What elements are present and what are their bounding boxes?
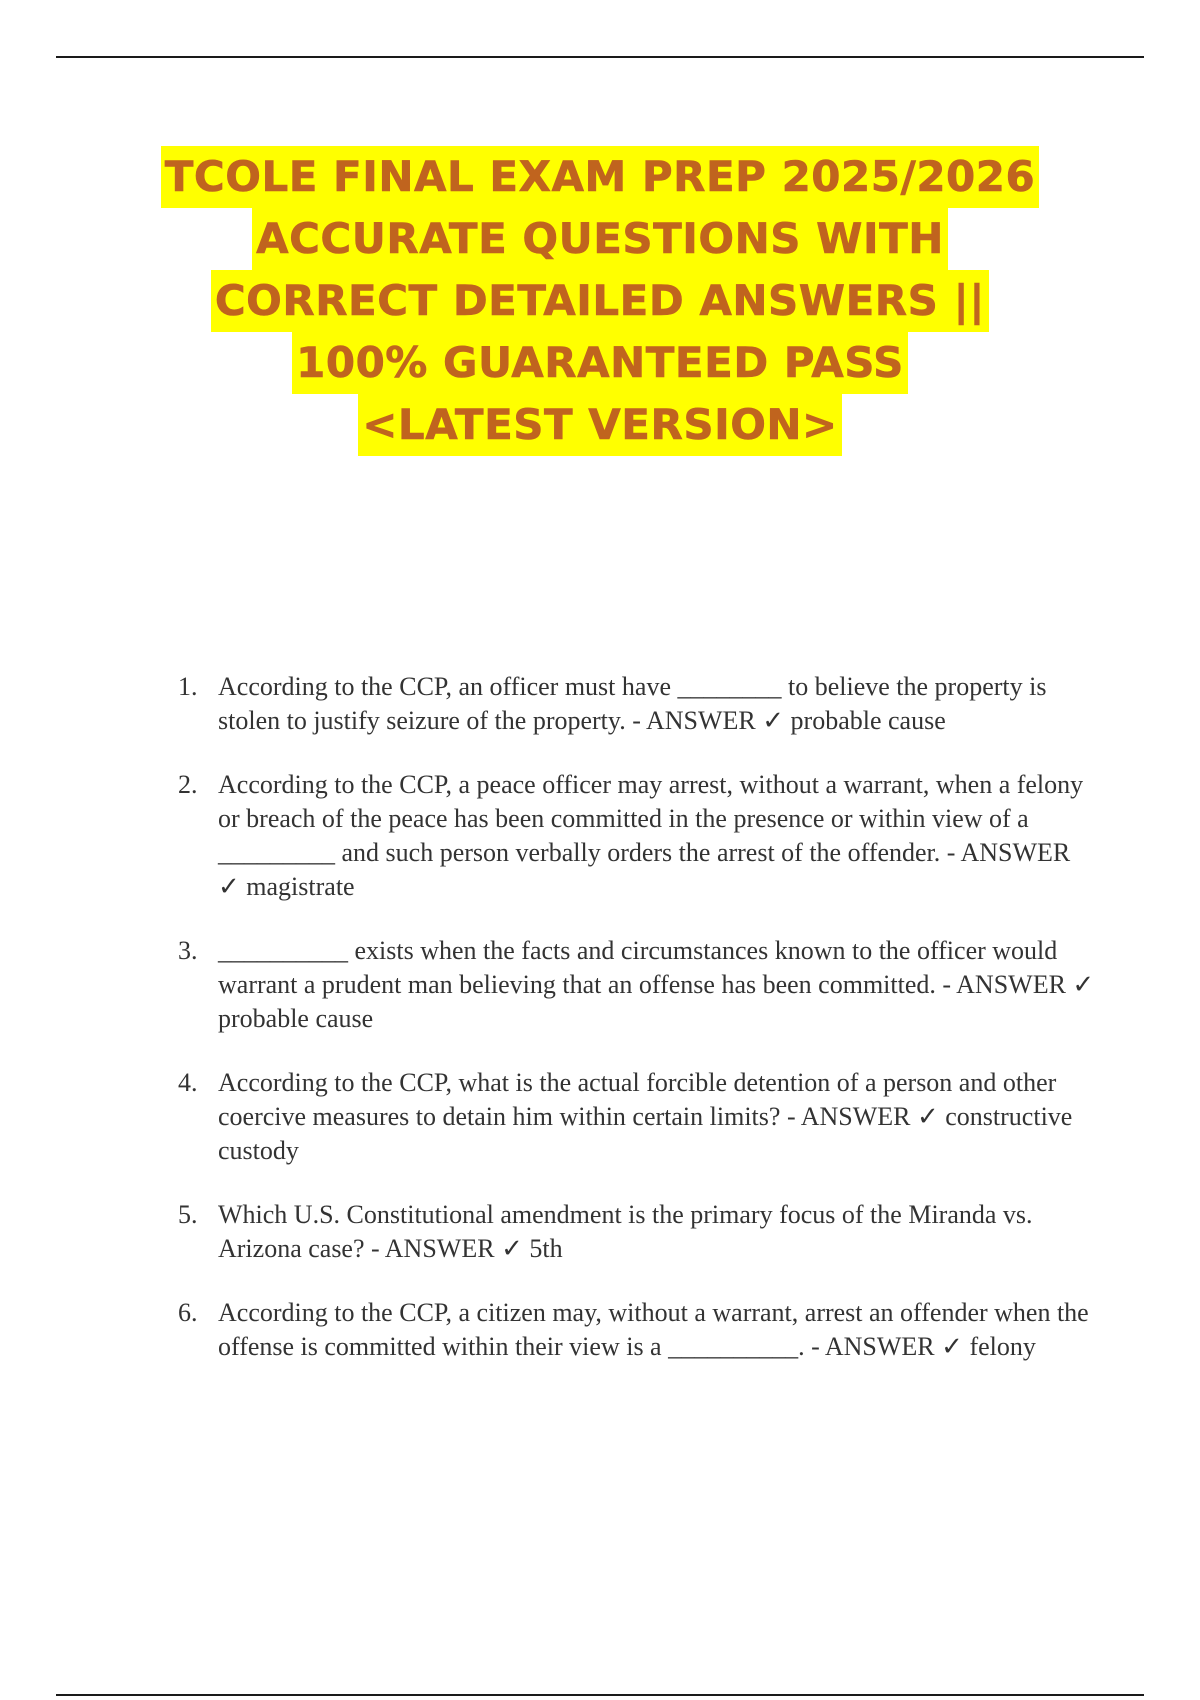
answer-label: ANSWER (384, 1234, 495, 1263)
title-line-5: <LATEST VERSION> (358, 394, 842, 456)
answer-text: magistrate (246, 872, 355, 901)
checkmark-icon: ✓ (1072, 970, 1095, 999)
answer-separator: - (371, 1234, 380, 1263)
question-item (178, 934, 1098, 1036)
answer-text: constructive custody (218, 1102, 1073, 1165)
checkmark-icon: ✓ (501, 1234, 523, 1263)
answer-label: ANSWER (960, 838, 1071, 867)
question-number: 3. (178, 936, 198, 965)
question-number: 1. (178, 672, 198, 701)
question-text: According to the CCP, a peace officer may arrest, without a warrant, when a felony or breach of the peace has been committed in the presence or within view of a _________ and such person verbally orders the arrest of the offender. (218, 770, 1084, 867)
answer-separator: - (946, 838, 956, 867)
question-text: According to the CCP, a citizen may, without a warrant, arrest an offender when the offense is committed within their view is a __________. (218, 1298, 1089, 1361)
checkmark-icon: ✓ (762, 706, 785, 735)
question-item (178, 1066, 1098, 1168)
title-line-3: CORRECT DETAILED ANSWERS || (211, 270, 989, 332)
answer-label: ANSWER (824, 1332, 935, 1361)
answer-separator: - (786, 1102, 796, 1131)
question-item (178, 1198, 1098, 1266)
answer-text: probable cause (218, 1004, 374, 1033)
answer-separator: - (632, 706, 641, 735)
question-number: 2. (178, 770, 198, 799)
question-text: According to the CCP, an officer must have ________ to believe the property is stolen to justify seizure of the property. (218, 672, 1047, 735)
answer-separator: - (811, 1332, 820, 1361)
question-item (178, 1296, 1098, 1364)
checkmark-icon: ✓ (218, 872, 240, 901)
answer-label: ANSWER (800, 1102, 911, 1131)
question-text: __________ exists when the facts and circumstances known to the officer would warrant a prudent man believing that an offense has been committed. (218, 936, 1058, 999)
checkmark-icon: ✓ (941, 1332, 963, 1361)
question-text: According to the CCP, what is the actual forcible detention of a person and other coercive measures to detain him within certain limits? (218, 1068, 1057, 1131)
answer-text: felony (969, 1332, 1036, 1361)
answer-label: ANSWER (956, 970, 1066, 999)
answer-label: ANSWER (645, 706, 756, 735)
title-line-1: TCOLE FINAL EXAM PREP 2025/2026 (161, 146, 1039, 208)
answer-separator: - (942, 970, 952, 999)
title-line-4: 100% GUARANTEED PASS (292, 332, 908, 394)
document-title (0, 146, 1200, 456)
answer-text: probable cause (790, 706, 946, 735)
title-line-2: ACCURATE QUESTIONS WITH (252, 208, 948, 270)
question-number: 5. (178, 1200, 198, 1229)
bottom-rule (56, 1694, 1144, 1696)
question-item (178, 768, 1098, 904)
checkmark-icon: ✓ (916, 1102, 939, 1131)
question-number: 6. (178, 1298, 198, 1327)
top-rule (56, 56, 1144, 58)
question-list (178, 670, 1098, 1394)
answer-text: 5th (529, 1234, 563, 1263)
question-item (178, 670, 1098, 738)
question-text: Which U.S. Constitutional amendment is the primary focus of the Miranda vs. Arizona case? (218, 1200, 1033, 1263)
question-number: 4. (178, 1068, 198, 1097)
